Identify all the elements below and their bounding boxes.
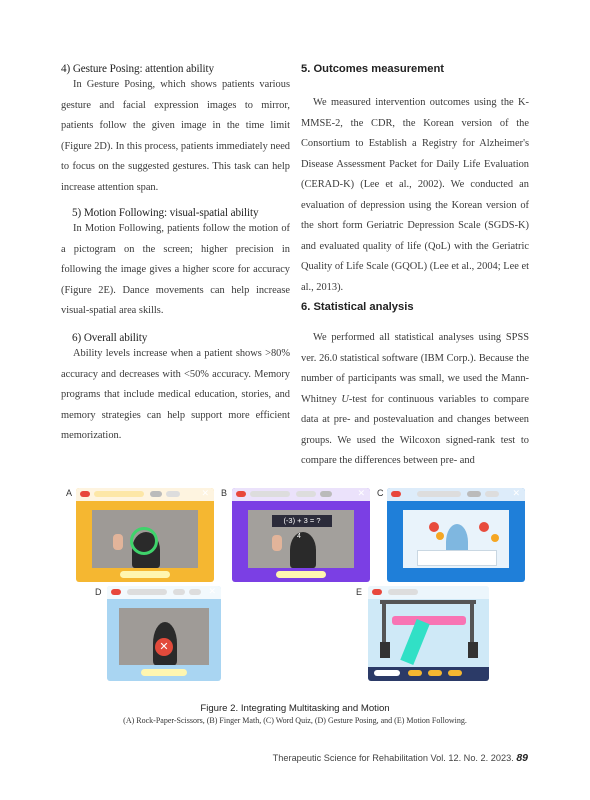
section-heading-statistics: 6. Statistical analysis xyxy=(301,301,414,313)
camera-feed xyxy=(248,510,354,568)
screenshot-finger-math xyxy=(232,488,370,582)
fruit-icon xyxy=(491,534,499,542)
stage-truss xyxy=(380,600,476,604)
paragraph-statistics-text-b: -test for continuous variables to compare data at pre- and postevaluation and changes between groups. We used the Wilcoxon signed-rank test to compare the differences between pre- and xyxy=(301,393,529,466)
fruit-icon xyxy=(479,522,489,532)
speaker-left-icon xyxy=(380,642,390,658)
close-icon: ✕ xyxy=(357,489,365,499)
journal-citation: Therapeutic Science for Rehabilitation Vol. 12. No. 2. 2023. xyxy=(272,753,514,763)
fruit-icon xyxy=(429,522,439,532)
page-footer xyxy=(273,752,528,764)
game-top-bar xyxy=(107,586,221,599)
hand-icon xyxy=(272,535,282,551)
camera-feed xyxy=(403,510,509,568)
instruction-bar xyxy=(120,571,170,578)
figure-label-c: C xyxy=(377,488,384,498)
paragraph-motion-following xyxy=(61,219,290,322)
camera-feed xyxy=(119,608,209,665)
camera-feed xyxy=(92,510,198,568)
speaker-right-icon xyxy=(468,642,478,658)
paragraph-motion-following-text: In Motion Following, patients follow the motion of a pictogram on the screen; higher precision in following the image gives a higher score for accuracy (Figure 2E). Dance movements can help increase visual-spatial area skills. xyxy=(61,223,290,316)
subsection-heading-motion-following: 5) Motion Following: visual-spatial ability xyxy=(72,207,259,219)
paragraph-outcomes xyxy=(301,93,529,298)
game-top-bar xyxy=(387,488,525,501)
close-icon: ✕ xyxy=(208,587,216,597)
section-heading-outcomes: 5. Outcomes measurement xyxy=(301,63,445,75)
target-circle-icon xyxy=(130,527,158,555)
figure-label-e: E xyxy=(356,587,363,597)
paragraph-outcomes-text: We measured intervention outcomes using the K-MMSE-2, the CDR, the Korean version of the Consortium to Establish a Registry for Alzheimer's Disease Assessment Packet for Daily Life Evaluation (CERAD-K) (Lee et al., 2002). We conducted an evaluation of depression using the Korean version of the short form Geriatric Depression Scale (SGDS-K) and evaluated quality of life (QoL) with the Geriatric Quality of Life Scale (GQOL) (Lee et al., 2004; Lee et al., 2013). xyxy=(301,97,529,293)
paragraph-overall-ability xyxy=(61,344,290,447)
dance-stripe xyxy=(400,619,429,665)
subsection-heading-gesture-posing: 4) Gesture Posing: attention ability xyxy=(61,63,215,75)
screenshot-motion-following xyxy=(368,586,489,681)
math-answer: 4 xyxy=(297,533,301,540)
hand-icon xyxy=(113,534,123,550)
subsection-heading-overall-ability: 6) Overall ability xyxy=(72,332,148,344)
close-icon: ✕ xyxy=(201,489,209,499)
quiz-text-box xyxy=(417,550,497,566)
paragraph-overall-ability-text: Ability levels increase when a patient shows >80% accuracy and decreases with <50% accuracy. Memory programs that include medical education, stories, and memory strategies can help support more efficient memorization. xyxy=(61,348,290,441)
figure-caption-title: Figure 2. Integrating Multitasking and Motion xyxy=(200,703,390,714)
game-top-bar xyxy=(76,488,214,501)
game-top-bar xyxy=(368,586,489,599)
footer-panel xyxy=(368,667,489,681)
figure-label-d: D xyxy=(95,587,102,597)
paragraph-gesture-posing-text: In Gesture Posing, which shows patients various gesture and facial expression images to mirror, patients follow the given image in the time limit (Figure 2D). In this process, patients immediately need to focus on the suggested gestures. This task can help increase attention span. xyxy=(61,79,290,193)
instruction-bar xyxy=(276,571,326,578)
instruction-bar xyxy=(141,669,187,676)
page-number: 89 xyxy=(516,752,528,764)
math-expression: (-3) + 3 = ? xyxy=(272,515,332,527)
close-icon: ✕ xyxy=(512,489,520,499)
paragraph-gesture-posing xyxy=(61,75,290,198)
screenshot-word-quiz xyxy=(387,488,525,582)
figure-caption-subtitle: (A) Rock-Paper-Scissors, (B) Finger Math, (C) Word Quiz, (D) Gesture Posing, and (E) Motion Following. xyxy=(123,716,467,725)
wrong-x-icon: ✕ xyxy=(155,638,173,656)
figure-label-a: A xyxy=(66,488,73,498)
screenshot-gesture-posing xyxy=(107,586,221,681)
fruit-icon xyxy=(436,532,444,540)
paragraph-statistics-text-a: We performed all statistical analyses using SPSS ver. 26.0 statistical software (IBM Corp.). Because the number of participants was small, we used the Mann-Whitney xyxy=(301,332,529,405)
figure-label-b: B xyxy=(221,488,228,498)
paragraph-statistics xyxy=(301,328,529,472)
game-top-bar xyxy=(232,488,370,501)
screenshot-rock-paper-scissors xyxy=(76,488,214,582)
u-test-symbol: U xyxy=(341,393,349,405)
